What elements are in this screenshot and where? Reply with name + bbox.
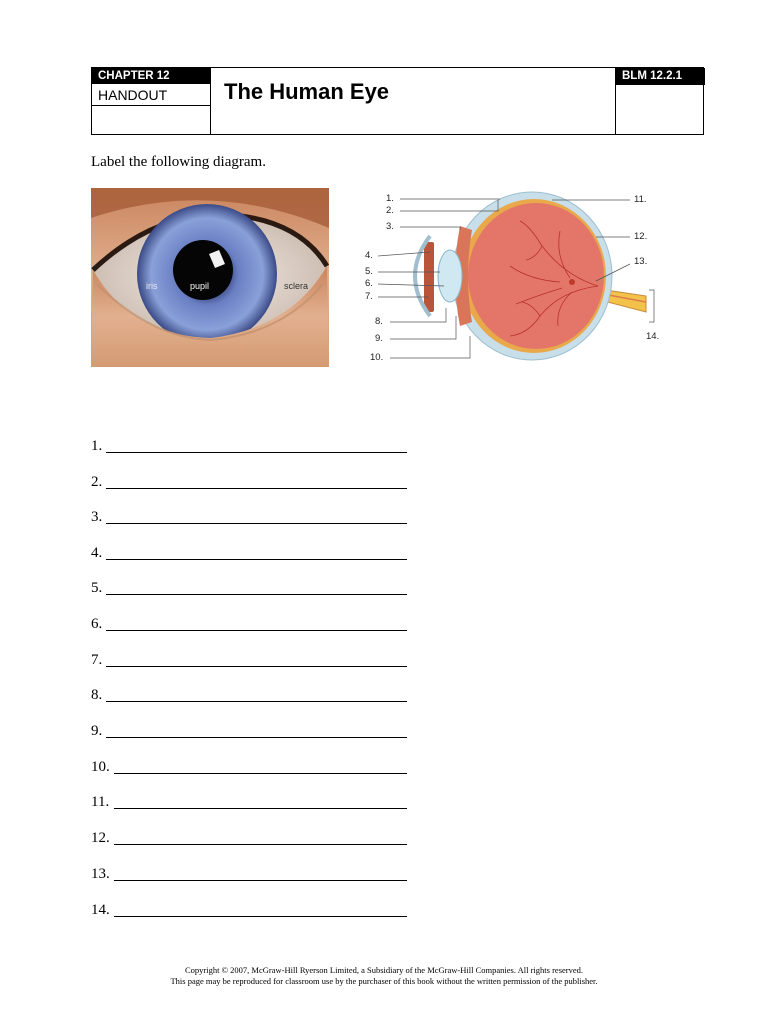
header-divider <box>616 84 705 85</box>
answer-number: 10. <box>91 759 110 775</box>
answer-number: 13. <box>91 866 110 882</box>
answer-line[interactable] <box>106 488 407 489</box>
diagram-label-12: 12. <box>634 231 648 242</box>
answer-line[interactable] <box>114 880 407 881</box>
answer-line[interactable] <box>106 452 407 453</box>
answer-row <box>91 828 407 848</box>
copyright-line: Copyright © 2007, McGraw-Hill Ryerson Limited, a Subsidiary of the McGraw-Hill Companies. All rights reserved. <box>185 965 583 975</box>
answer-row <box>91 792 407 812</box>
eye-photo-illustration <box>91 188 329 367</box>
answer-row <box>91 650 407 670</box>
diagram-label-13: 13. <box>634 256 648 267</box>
answer-number: 5. <box>91 580 103 596</box>
answer-number: 3. <box>91 509 103 525</box>
answer-line[interactable] <box>106 594 407 595</box>
answer-row <box>91 614 407 634</box>
answer-line[interactable] <box>106 630 407 631</box>
blm-label: BLM 12.2.1 <box>616 68 705 84</box>
answer-row <box>91 472 407 492</box>
answer-line[interactable] <box>106 523 407 524</box>
answer-line[interactable] <box>106 701 407 702</box>
answer-line[interactable] <box>114 773 407 774</box>
answer-line[interactable] <box>114 808 407 809</box>
header-divider <box>92 105 210 106</box>
diagram-label-11: 11. <box>634 194 647 205</box>
answer-line[interactable] <box>106 737 407 738</box>
answer-line[interactable] <box>106 559 407 560</box>
answer-row <box>91 578 407 598</box>
diagram-label-3: 3. <box>386 221 394 232</box>
answer-number: 14. <box>91 902 110 918</box>
answer-row <box>91 436 407 456</box>
diagram-label-8: 8. <box>375 316 383 327</box>
sclera-label: sclera <box>284 281 309 291</box>
eye-cross-section-diagram <box>360 186 670 370</box>
answer-line[interactable] <box>114 916 407 917</box>
answer-row <box>91 543 407 563</box>
answer-number: 7. <box>91 652 103 668</box>
copyright-footer <box>0 965 768 987</box>
diagram-label-4: 4. <box>365 250 373 261</box>
diagram-label-1: 1. <box>386 193 394 204</box>
answer-line[interactable] <box>114 844 407 845</box>
answer-row <box>91 757 407 777</box>
eye-anatomy-illustration <box>360 186 670 370</box>
answer-number: 6. <box>91 616 103 632</box>
eye-photo <box>91 188 329 367</box>
instruction-text: Label the following diagram. <box>91 154 266 170</box>
answer-row <box>91 721 407 741</box>
answer-number: 2. <box>91 474 103 490</box>
answer-number: 9. <box>91 723 103 739</box>
answer-number: 8. <box>91 687 103 703</box>
answer-number: 4. <box>91 545 103 561</box>
handout-label: HANDOUT <box>98 87 168 103</box>
page-title: The Human Eye <box>224 79 390 104</box>
answer-line[interactable] <box>106 666 407 667</box>
diagram-label-7: 7. <box>365 291 373 302</box>
diagram-label-6: 6. <box>365 278 373 289</box>
answer-number: 11. <box>91 794 110 810</box>
answer-number: 1. <box>91 438 103 454</box>
diagram-label-10: 10. <box>370 352 384 363</box>
header-divider <box>210 68 211 134</box>
iris-label: iris <box>146 281 158 291</box>
diagram-label-2: 2. <box>386 205 394 216</box>
answer-row <box>91 507 407 527</box>
diagram-label-5: 5. <box>365 266 373 277</box>
pupil-label: pupil <box>190 281 210 291</box>
chapter-label: CHAPTER 12 <box>92 68 210 84</box>
diagram-label-14: 14. <box>646 331 660 342</box>
answer-row <box>91 864 407 884</box>
answer-row <box>91 685 407 705</box>
permission-line: This page may be reproduced for classroom use by the purchaser of this book without the written permission of the publisher. <box>170 976 598 986</box>
answer-number: 12. <box>91 830 110 846</box>
answer-row <box>91 900 407 920</box>
diagram-label-9: 9. <box>375 333 383 344</box>
header-table <box>91 67 704 135</box>
